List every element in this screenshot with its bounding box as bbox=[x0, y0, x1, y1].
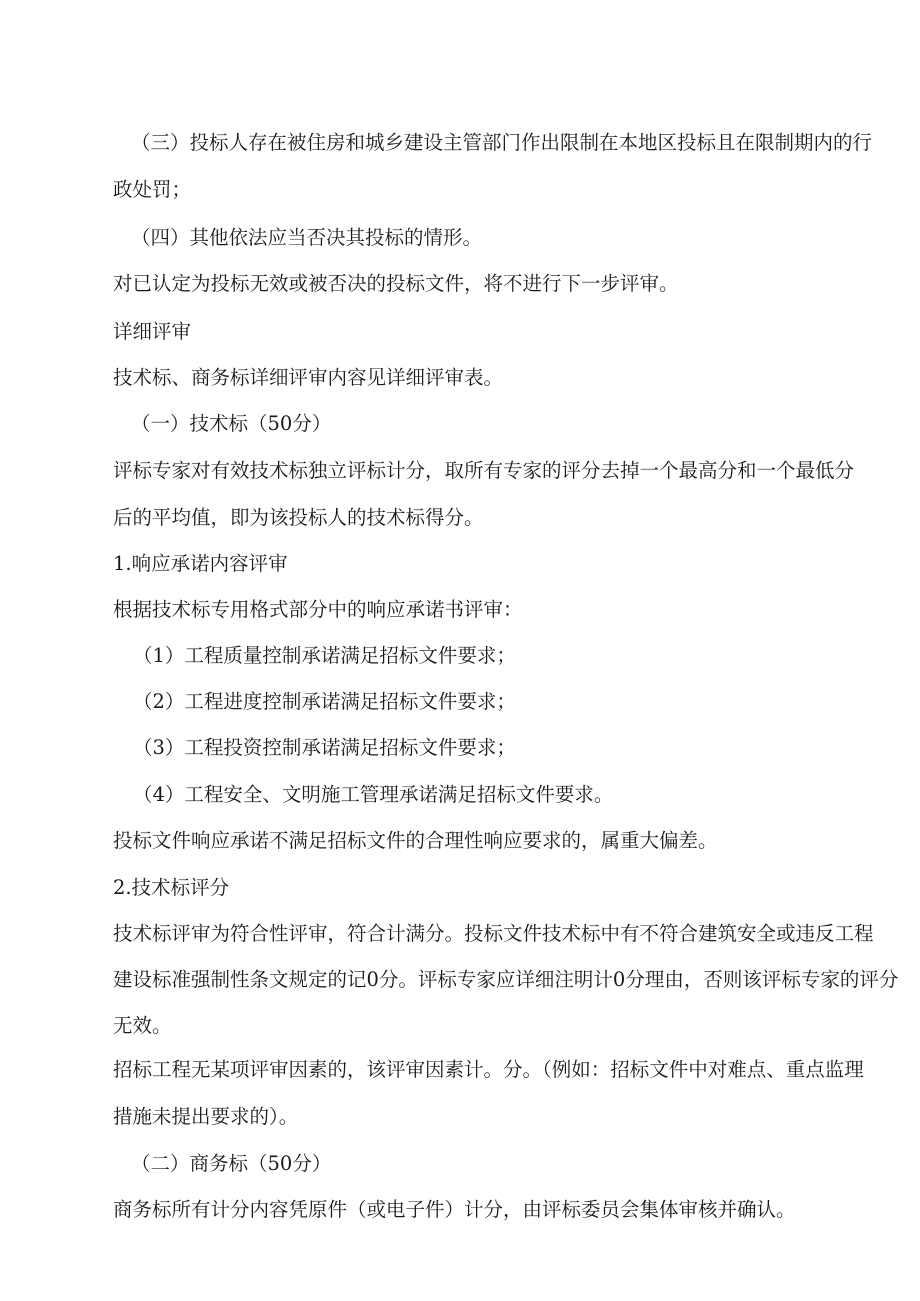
item-heading: 1.响应承诺内容评审 bbox=[113, 552, 288, 575]
section-heading: 详细评审 bbox=[113, 320, 192, 343]
item-heading: 2.技术标评分 bbox=[113, 876, 230, 899]
text-line: 政处罚； bbox=[113, 178, 192, 201]
text-line: 措施未提出要求的）。 bbox=[113, 1105, 299, 1128]
text-line: 评标专家对有效技术标独立评标计分，取所有专家的评分去掉一个最高分和一个最低分 bbox=[113, 459, 855, 482]
list-item: （3）工程投资控制承诺满足招标文件要求； bbox=[133, 736, 516, 759]
text-line: （四）其他依法应当否决其投标的情形。 bbox=[131, 226, 483, 249]
text-line: 无效。 bbox=[113, 1014, 172, 1037]
text-line: 技术标评审为符合性评审，符合计满分。投标文件技术标中有不符合建筑安全或违反工程 bbox=[113, 922, 874, 945]
subsection-heading: （二）商务标（50分） bbox=[131, 1152, 332, 1175]
text-line: 投标文件响应承诺不满足招标文件的合理性响应要求的，属重大偏差。 bbox=[113, 829, 718, 852]
list-item: （2）工程进度控制承诺满足招标文件要求； bbox=[133, 690, 516, 713]
text-line: 商务标所有计分内容凭原件（或电子件）计分，由评标委员会集体审核并确认。 bbox=[113, 1198, 796, 1221]
list-item: （4）工程安全、文明施工管理承诺满足招标文件要求。 bbox=[133, 783, 614, 806]
text-line: 后的平均值，即为该投标人的技术标得分。 bbox=[113, 506, 484, 529]
text-line: 建设标准强制性条文规定的记0分。评标专家应详细注明计0分理由，否则该评标专家的评分 bbox=[113, 968, 899, 991]
text-line: （三）投标人存在被住房和城乡建设主管部门作出限制在本地区投标且在限制期内的行 bbox=[131, 131, 873, 154]
subsection-heading: （一）技术标（50分） bbox=[131, 412, 332, 435]
list-item: （1）工程质量控制承诺满足招标文件要求； bbox=[133, 644, 516, 667]
text-line: 对已认定为投标无效或被否决的投标文件，将不进行下一步评审。 bbox=[113, 272, 679, 295]
text-line: 招标工程无某项评审因素的，该评审因素计。分。（例如：招标文件中对难点、重点监理 bbox=[113, 1058, 864, 1081]
text-line: 根据技术标专用格式部分中的响应承诺书评审： bbox=[113, 598, 523, 621]
text-line: 技术标、商务标详细评审内容见详细评审表。 bbox=[113, 366, 504, 389]
